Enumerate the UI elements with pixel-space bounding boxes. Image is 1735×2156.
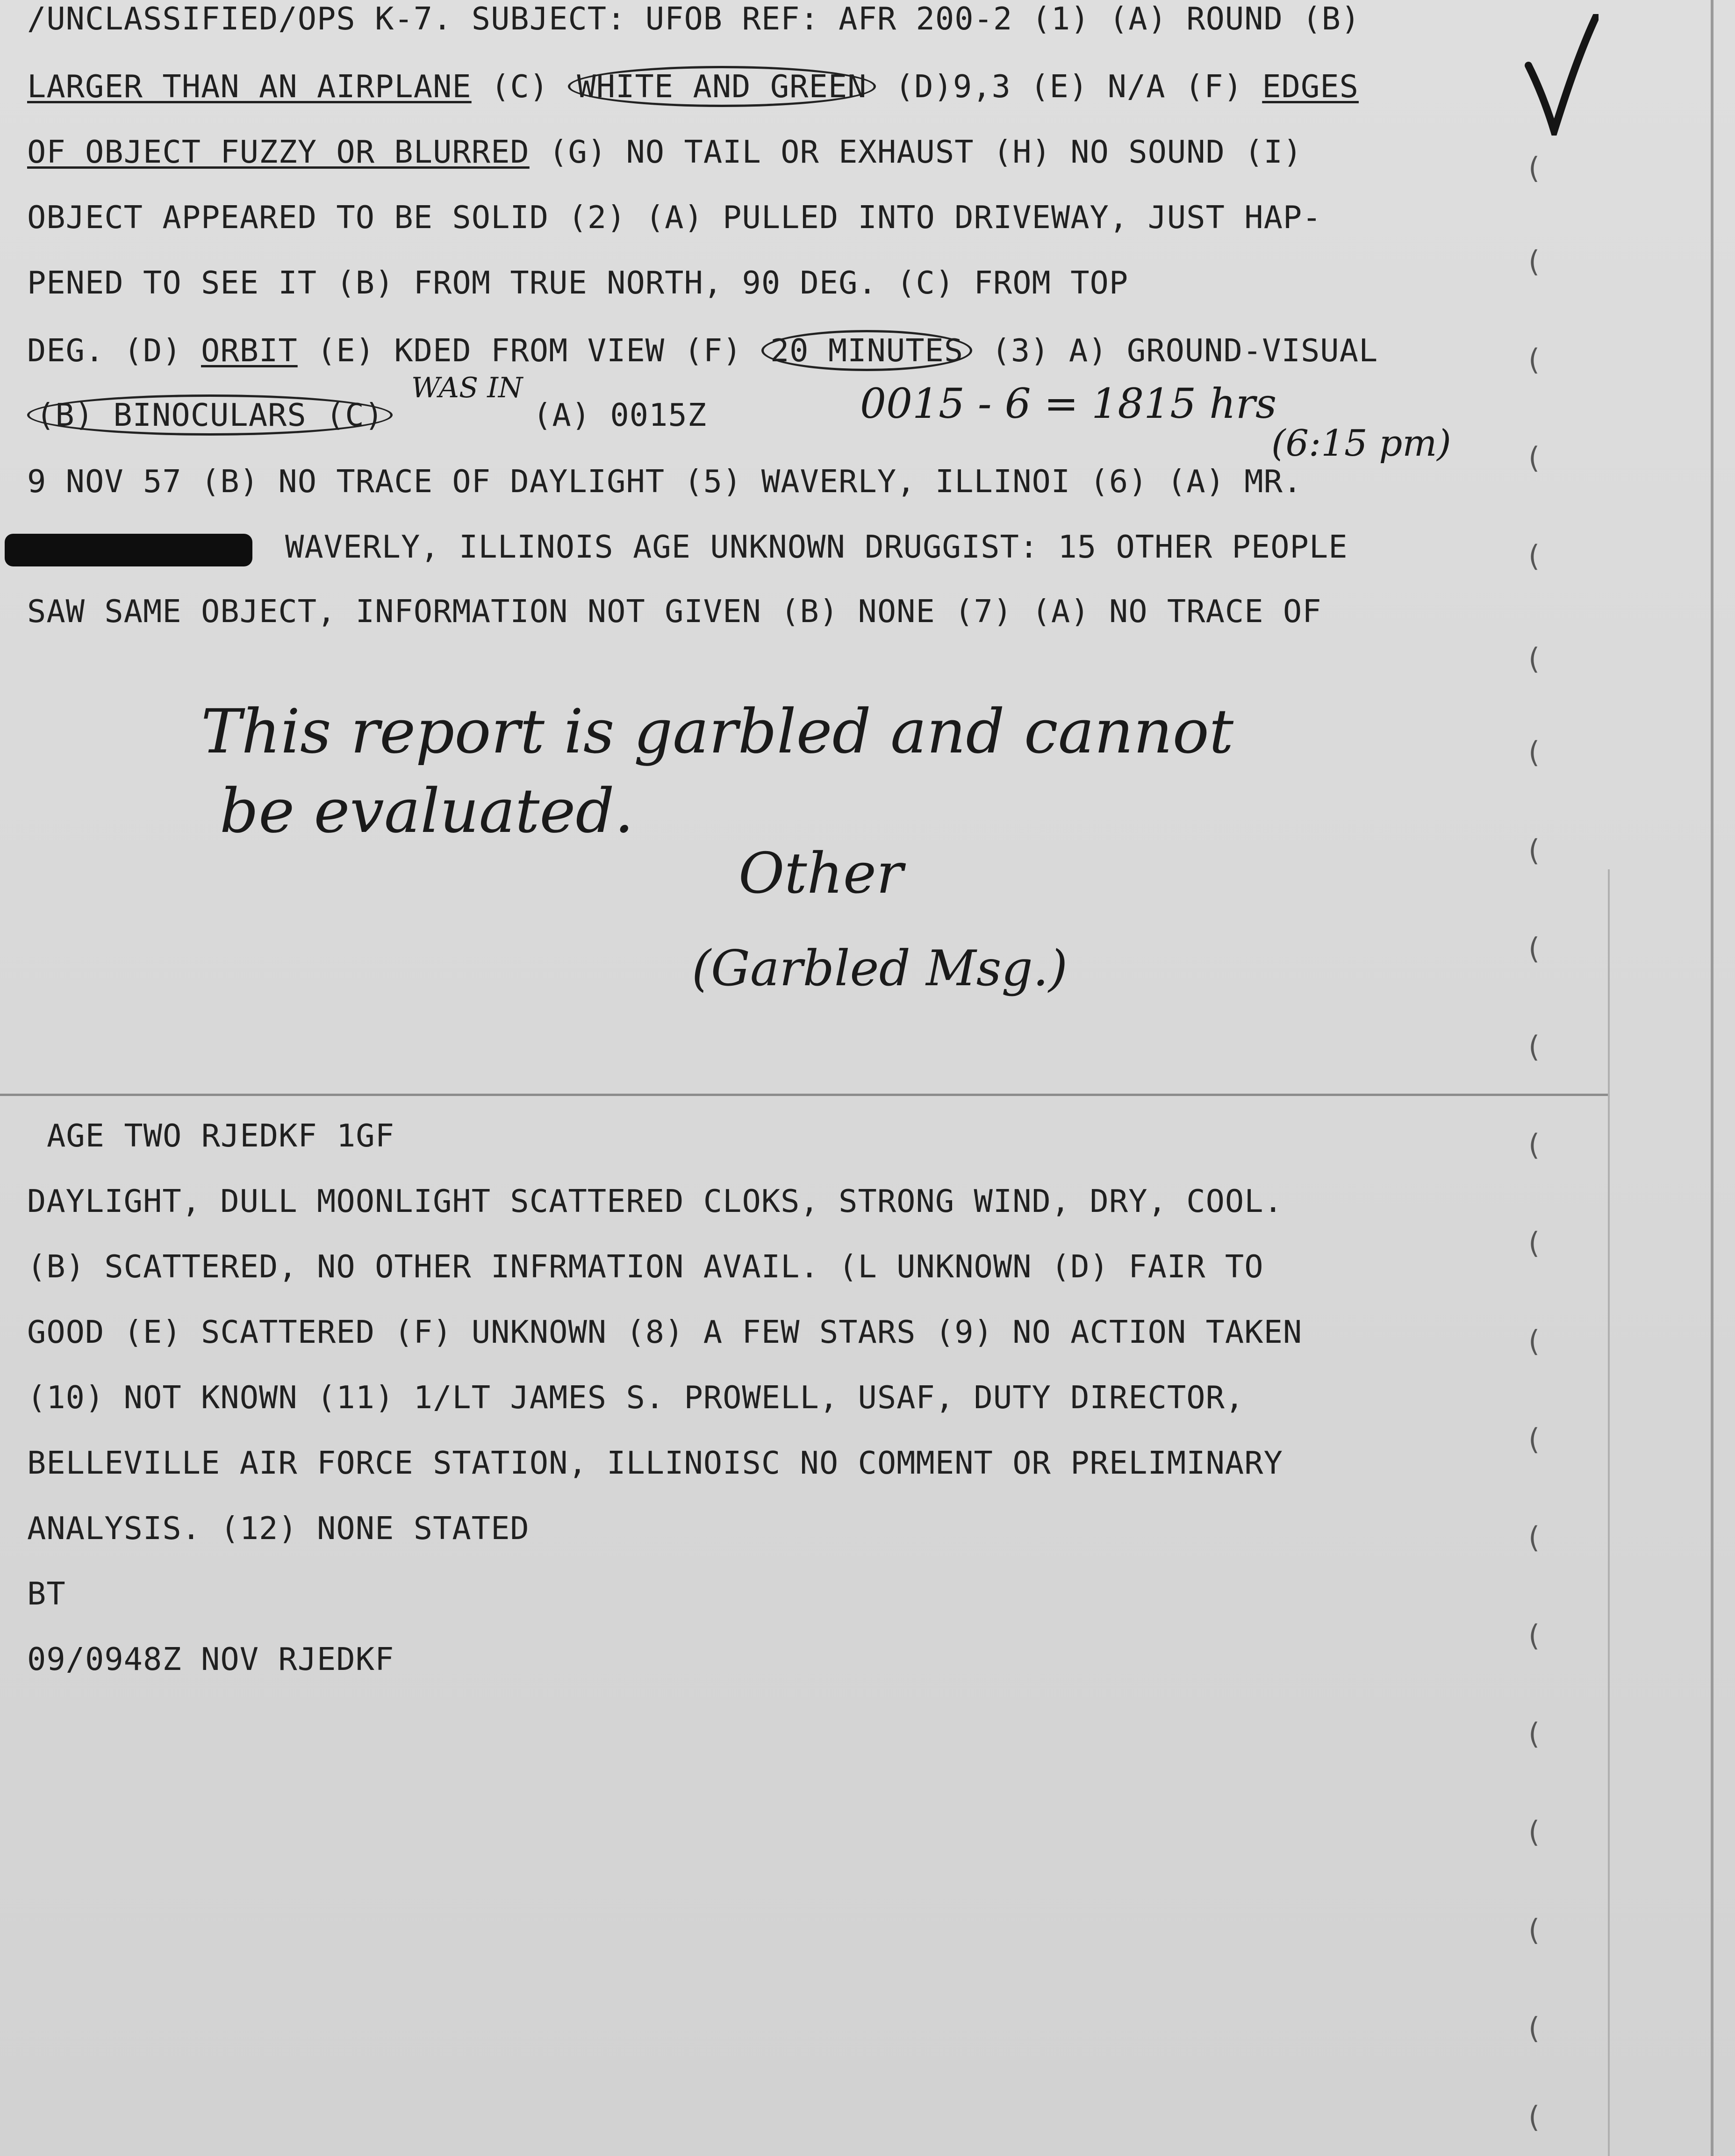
feed-hole: ( bbox=[1528, 1913, 1540, 1947]
handwritten-was-in: WAS IN bbox=[411, 372, 523, 404]
page-edge-lower bbox=[1608, 869, 1610, 2156]
teletype-line: AGE TWO RJEDKF 1GF bbox=[47, 1117, 395, 1154]
feed-hole: ( bbox=[1528, 151, 1540, 185]
handwritten-classification-sub: (Garbled Msg.) bbox=[692, 940, 1068, 997]
feed-hole: ( bbox=[1528, 1815, 1540, 1849]
feed-hole: ( bbox=[1528, 1324, 1540, 1358]
teletype-line: DAYLIGHT, DULL MOONLIGHT SCATTERED CLOKS, STRONG WIND, DRY, COOL. bbox=[27, 1183, 1283, 1219]
feed-hole: ( bbox=[1528, 1619, 1540, 1653]
teletype-line: 09/0948Z NOV RJEDKF bbox=[27, 1641, 394, 1677]
feed-hole: ( bbox=[1528, 833, 1540, 867]
teletype-line-2: LARGER THAN AN AIRPLANE (C) WHITE AND GREEN (D)9,3 (E) N/A (F) EDGES bbox=[27, 68, 1359, 105]
teletype-line: /UNCLASSIFIED/OPS K-7. SUBJECT: UFOB REF: AFR 200-2 (1) (A) ROUND (B) bbox=[27, 0, 1361, 37]
teletype-line: (10) NOT KNOWN (11) 1/LT JAMES S. PROWELL, USAF, DUTY DIRECTOR, bbox=[27, 1379, 1245, 1416]
teletype-line-7a: (B) BINOCULARS (C) bbox=[27, 396, 393, 434]
page-separator bbox=[0, 1094, 1608, 1096]
teletype-line: BELLEVILLE AIR FORCE STATION, ILLINOISC NO COMMENT OR PRELIMINARY bbox=[27, 1445, 1283, 1481]
teletype-line: WAVERLY, ILLINOIS AGE UNKNOWN DRUGGIST: 15 OTHER PEOPLE bbox=[285, 529, 1348, 565]
feed-hole: ( bbox=[1528, 735, 1540, 769]
handwritten-time-calc: 0015 - 6 = 1815 hrs bbox=[860, 380, 1277, 428]
feed-hole: ( bbox=[1528, 1422, 1540, 1456]
handwritten-classification: Other bbox=[738, 841, 903, 906]
teletype-line: GOOD (E) SCATTERED (F) UNKNOWN (8) A FEW STARS (9) NO ACTION TAKEN bbox=[27, 1314, 1303, 1350]
teletype-line: (B) SCATTERED, NO OTHER INFRMATION AVAIL. (L UNKNOWN (D) FAIR TO bbox=[27, 1248, 1264, 1285]
teletype-line-3: OF OBJECT FUZZY OR BLURRED (G) NO TAIL OR EXHAUST (H) NO SOUND (I) bbox=[27, 134, 1303, 170]
handwritten-time-pm: (6:15 pm) bbox=[1271, 423, 1451, 465]
teletype-line: ANALYSIS. (12) NONE STATED bbox=[27, 1510, 530, 1547]
handwritten-note-line-2: be evaluated. bbox=[220, 775, 634, 846]
handwritten-note-line-1: This report is garbled and cannot bbox=[201, 696, 1234, 767]
teletype-line: 9 NOV 57 (B) NO TRACE OF DAYLIGHT (5) WAVERLY, ILLINOI (6) (A) MR. bbox=[27, 463, 1303, 500]
feed-hole: ( bbox=[1528, 244, 1540, 279]
feed-hole: ( bbox=[1528, 642, 1540, 676]
feed-hole: ( bbox=[1528, 1030, 1540, 1064]
feed-hole: ( bbox=[1528, 2100, 1540, 2134]
feed-hole: ( bbox=[1528, 1520, 1540, 1554]
feed-hole: ( bbox=[1528, 1226, 1540, 1260]
feed-hole: ( bbox=[1528, 2011, 1540, 2045]
page-edge bbox=[1711, 0, 1713, 2156]
teletype-line: BT bbox=[27, 1576, 66, 1612]
teletype-line: SAW SAME OBJECT, INFORMATION NOT GIVEN (B) NONE (7) (A) NO TRACE OF bbox=[27, 593, 1322, 630]
redaction-bar bbox=[5, 534, 252, 566]
feed-hole: ( bbox=[1528, 931, 1540, 966]
teletype-line: OBJECT APPEARED TO BE SOLID (2) (A) PULLED INTO DRIVEWAY, JUST HAP- bbox=[27, 199, 1322, 236]
teletype-line-7b: (A) 0015Z bbox=[533, 397, 707, 433]
feed-hole: ( bbox=[1528, 343, 1540, 377]
check-mark-icon bbox=[1524, 14, 1599, 136]
feed-hole: ( bbox=[1528, 539, 1540, 573]
teletype-line-6: DEG. (D) ORBIT (E) KDED FROM VIEW (F) 20 MINUTES (3) A) GROUND-VISUAL bbox=[27, 332, 1378, 369]
feed-hole: ( bbox=[1528, 1717, 1540, 1751]
teletype-line: PENED TO SEE IT (B) FROM TRUE NORTH, 90 DEG. (C) FROM TOP bbox=[27, 265, 1129, 301]
feed-hole: ( bbox=[1528, 441, 1540, 475]
feed-hole: ( bbox=[1528, 1128, 1540, 1162]
